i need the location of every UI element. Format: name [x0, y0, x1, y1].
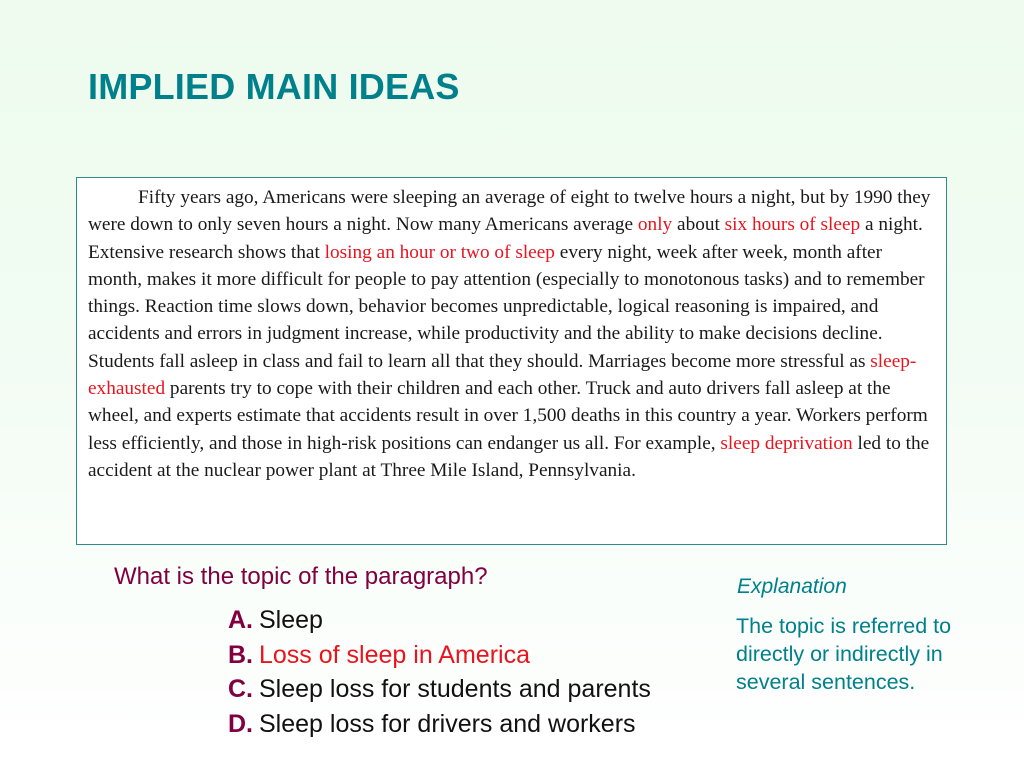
answer-option: [228, 638, 651, 673]
answer-letter: A.: [228, 606, 253, 634]
passage-paragraph: [88, 184, 936, 484]
explanation-heading: Explanation: [737, 575, 847, 598]
answer-letter: D.: [228, 709, 253, 738]
answer-text: Loss of sleep in America: [259, 640, 530, 669]
answer-text: Sleep loss for students and parents: [259, 675, 651, 703]
passage-text: parents try to cope with their children and each other. Truck and auto drivers fall asleep at the wheel, and experts estimate that accidents result in over 1,500 deaths in this country a year. Workers perform less efficiently, and those in high-risk positions can endanger us all. For example,: [88, 378, 928, 454]
passage-highlight: sleep-exhausted: [88, 350, 917, 400]
passage-text: a night. Extensive research shows that: [88, 214, 923, 263]
answer-option: [228, 672, 651, 707]
answer-option: [228, 707, 651, 742]
passage-text: led to the accident at the nuclear power plant at Three Mile Island, Pennsylvania.: [88, 432, 930, 481]
answer-letter: C.: [228, 675, 253, 703]
passage-text: Fifty years ago, Americans were sleeping an average of eight to twelve hours a night, but by 1990 they were down to only seven hours a night. Now many Americans average: [88, 187, 931, 236]
explanation-text: The topic is referred to directly or indirectly in several sentences.: [736, 614, 952, 694]
passage-text: every night, week after week, month after month, makes it more difficult for people to pay attention (especially to monotonous tasks) and to remember things. Reaction time slows down, behavior becomes unpredictable, logical reasoning is impaired, and accidents and errors in judgment increase, while productivity and the ability to make decisions decline. Students fall asleep in class and fail to learn all that they should. Marriages become more stressful as: [88, 241, 925, 372]
answer-option: [228, 603, 651, 638]
answer-list: [228, 603, 651, 741]
page-title: IMPLIED MAIN IDEAS: [88, 66, 460, 107]
passage-highlight: sleep deprivation: [720, 432, 853, 454]
passage-highlight: only: [637, 214, 673, 236]
passage-box: [76, 177, 947, 545]
question-text: What is the topic of the paragraph?: [114, 563, 488, 590]
answer-text: Sleep loss for drivers and workers: [259, 709, 636, 738]
passage-text: about: [672, 214, 725, 236]
answer-letter: B.: [228, 640, 253, 669]
passage-highlight: six hours of sleep: [724, 214, 861, 236]
answer-text: Sleep: [259, 606, 323, 634]
passage-highlight: losing an hour or two of sleep: [324, 241, 555, 263]
